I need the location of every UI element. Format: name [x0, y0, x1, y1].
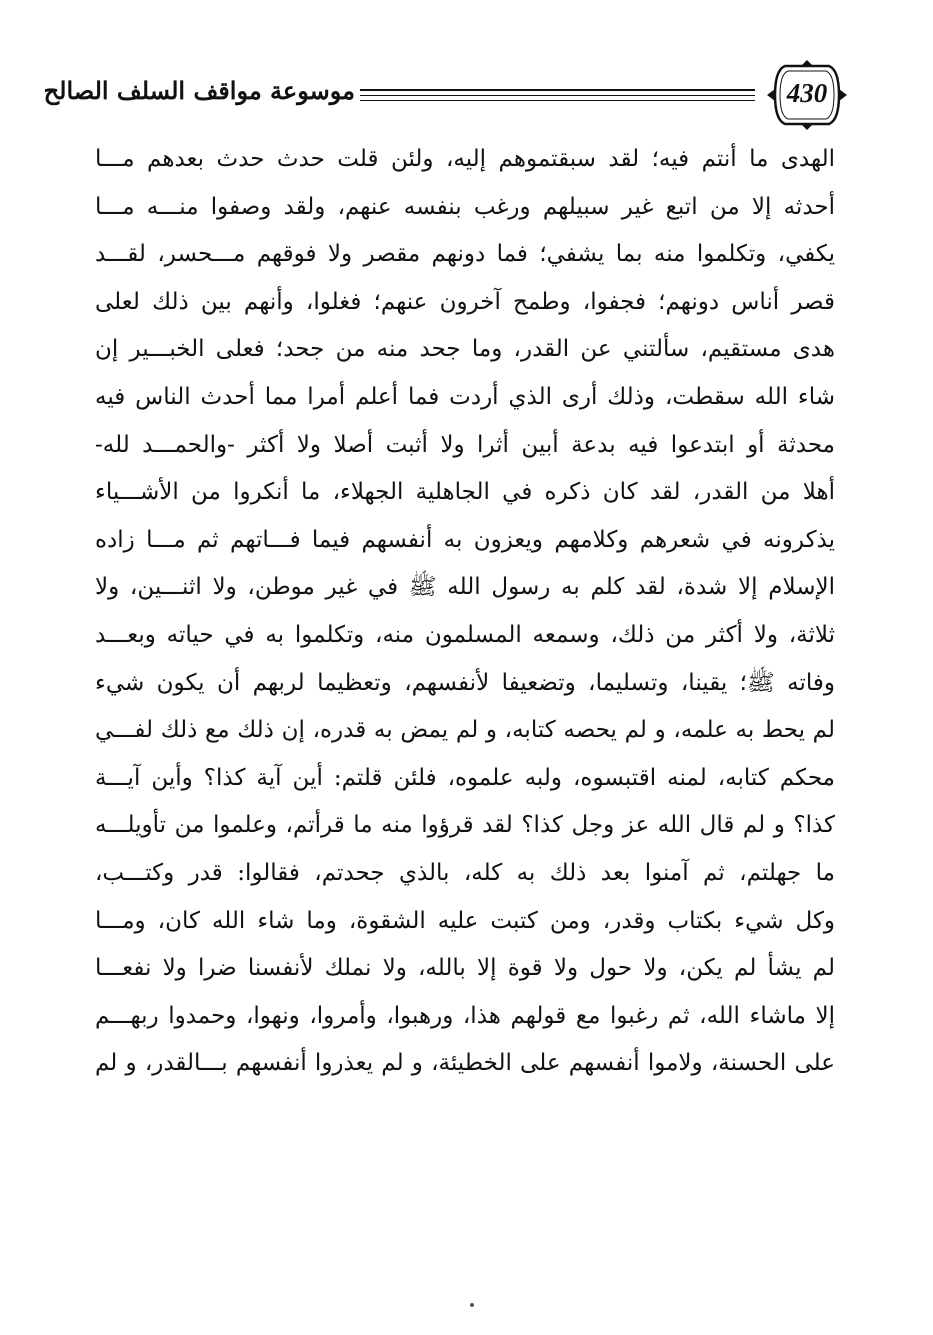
page-number: 430: [786, 78, 828, 108]
text-line: شاء الله سقطت، وذلك أرى الذي أردت فما أعلم أمرا مما أحدث الناس فيه: [95, 383, 835, 410]
page-header: [43, 60, 850, 130]
text-line: الإسلام إلا شدة، لقد كلم به رسول الله ﷺ في غير موطن، ولا اثنـــين، ولا: [95, 574, 835, 601]
book-title: موسوعة مواقف السلف الصالح: [43, 76, 355, 105]
text-line: ثلاثة، ولا أكثر من ذلك، وسمعه المسلمون منه، وتكلموا به في حياته وبعـــد: [95, 621, 835, 648]
text-line: أحدثه إلا من اتبع غير سبيلهم ورغب بنفسه عنهم، ولقد وصفوا منـــه مـــا: [95, 193, 835, 220]
body-text: [95, 136, 835, 1088]
text-line: على الحسنة، ولاموا أنفسهم على الخطيئة، و لم يعذروا أنفسهم بـــالقدر، و لم: [95, 1050, 835, 1077]
page-number-badge: [765, 60, 849, 130]
header-rule: [360, 89, 755, 91]
text-line: لم يحط به علمه، و لم يحصه كتابه، و لم يمض به قدره، إن ذلك مع ذلك لفـــي: [95, 717, 835, 744]
scan-dot: [470, 1303, 474, 1307]
text-line: لم يشأ لم يكن، ولا حول ولا قوة إلا بالله، ولا نملك لأنفسنا ضرا ولا نفعـــا: [95, 955, 835, 982]
header-rule: [360, 100, 755, 101]
text-line: وكل شيء بكتاب وقدر، ومن كتبت عليه الشقوة، وما شاء الله كان، ومـــا: [95, 907, 835, 934]
text-line: وفاته ﷺ؛ يقينا، وتسليما، وتضعيفا لأنفسهم، وتعظيما لربهم أن يكون شيء: [95, 669, 835, 696]
text-line: محكم كتابه، لمنه اقتبسوه، ولبه علموه، فلئن قلتم: أين آية كذا؟ وأين آيـــة: [95, 764, 835, 791]
header-rule: [360, 95, 755, 96]
text-line: ما جهلتم، ثم آمنوا بعد ذلك به كله، بالذي جحدتم، فقالوا: قدر وكتـــب،: [95, 859, 835, 886]
text-line: الهدى ما أنتم فيه؛ لقد سبقتموهم إليه، ولئن قلت حدث حدث بعدهم مـــا: [95, 146, 835, 172]
text-line: إلا ماشاء الله، ثم رغبوا مع قولهم هذا، ورهبوا، وأمروا، ونهوا، وحمدوا ربهـــم: [95, 1002, 835, 1029]
text-line: محدثة أو ابتدعوا فيه بدعة أبين أثرا ولا أثبت أصلا ولا أكثر -والحمـــد لله-: [95, 431, 835, 458]
text-line: يذكرونه في شعرهم وكلامهم ويعزون به أنفسهم فيما فـــاتهم ثم مـــا زاده: [95, 526, 835, 553]
text-line: كذا؟ و لم قال الله عز وجل كذا؟ لقد قرؤوا منه ما قرأتم، وعلموا من تأويلـــه: [95, 812, 835, 839]
text-line: قصر أناس دونهم؛ فجفوا، وطمح آخرون عنهم؛ فغلوا، وأنهم بين ذلك لعلى: [95, 288, 835, 315]
text-line: هدى مستقيم، سألتني عن القدر، وما جحد منه من جحد؛ فعلى الخبـــير إن: [95, 336, 835, 363]
text-line: أهلا من القدر، لقد كان ذكره في الجاهلية الجهلاء، ما أنكروا من الأشـــياء: [95, 479, 835, 506]
text-line: يكفي، وتكلموا منه بما يشفي؛ فما دونهم مقصر ولا فوقهم مـــحسر، لقـــد: [95, 241, 835, 268]
